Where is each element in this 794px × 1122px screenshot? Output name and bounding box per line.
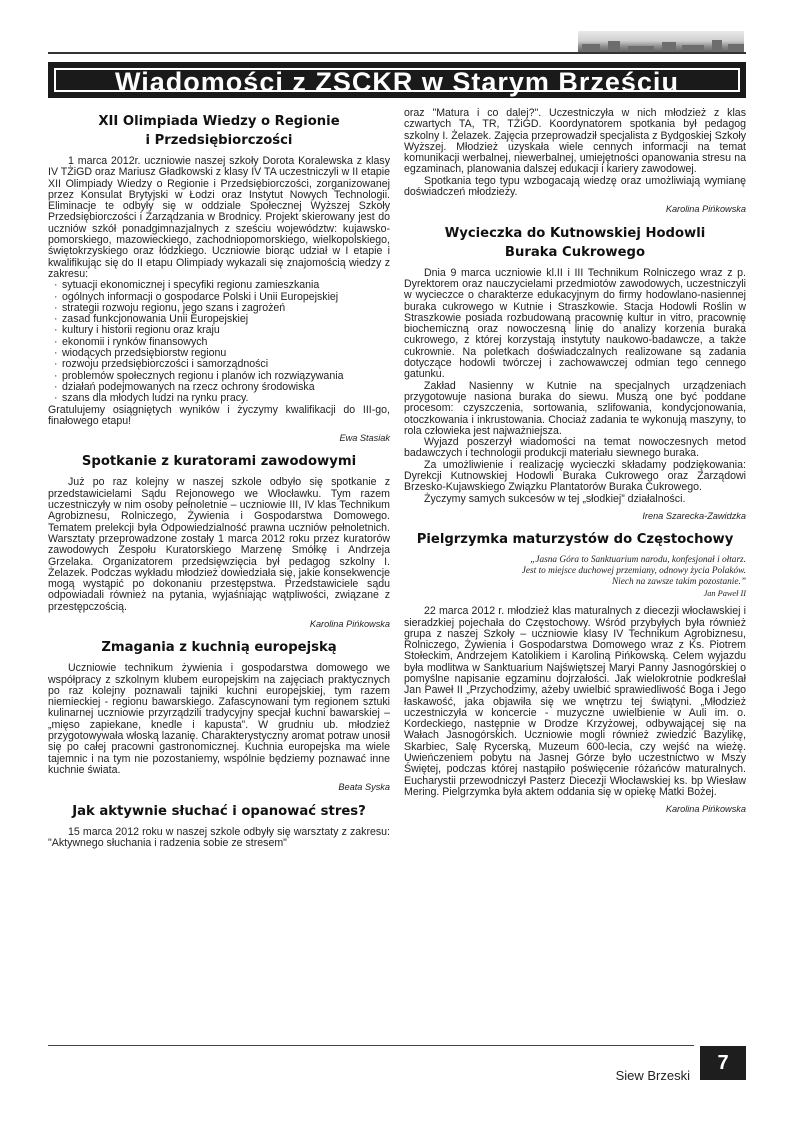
page-number: 7	[700, 1046, 746, 1080]
article-title-olimpiada	[48, 112, 390, 150]
article-paragraph: 22 marca 2012 r. młodzież klas maturalnych z diecezji włocławskiej i sieradzkiej pojechała do Częstochowy. Wśród przybyłych była również grupa z naszej Szkoły – uczniowie klasy IV Technikum Agrobiznesu, Rolniczego, Żywienia i Gospodarstwa Domowego wraz z Ks. Piotrem Stołeckim, Andrzejem Katolikiem i Karoliną Pińkowską. Celem wyjazdu była modlitwa w Sanktuarium Najświętszej Maryi Panny Jasnogórskiej o pomyślne napisanie egzaminu dojrzałości. Jak wielokrotnie podkreślał Jan Paweł II „Przychodzimy, ażeby uwielbić sprawiedliwość Boga i Jego łaskawość, jaka objawiła się we wnętrzu tej świątyni. „Młodzież uczestniczyła w koncercie - muzyczne uwielbienie w Auli im. o. Kordeckiego, następnie w Drodze Krzyżowej, odbywającej się na Wałach Jasnogórskich. Uczniowie mogli również zwiedzić Bazylikę, Skarbiec, Salę Rycerską, Muzeum 600-lecia, czy wejść na wieżę. Uwieńczeniem pobytu na Jasnej Górze było uczestnictwo w Mszy Świętej, podczas której nastąpiło poświęcenie różańców maturalnych. Eucharystii przewodniczył Pasterz Diecezji Włocławskiej ks. bp Wiesław Mering. Pielgrzymka była aktem oddania się w opiekę Matki Bożej.	[404, 605, 746, 798]
list-item: · sytuacji ekonomicznej i specyfiki regionu zamieszkania	[54, 280, 390, 291]
article-paragraph: Spotkania tego typu wzbogacają wiedzę oraz umożliwiają wymianę doświadczeń młodzieży.	[404, 174, 746, 199]
article-paragraph: Zakład Nasienny w Kutnie na specjalnych urządzeniach przygotowuje nasiona buraka do siewu. Muszą one być poddane procesom: czyszczenia, sortowania, szlifowania, kondycjonowania, otoczkowania i inkrustowania. Chociaż zadania te wykonują maszyny, to rola człowieka jest najważniejsza.	[404, 379, 746, 437]
article-paragraph: 15 marca 2012 roku w naszej szkole odbyły się warsztaty z zakresu: "Aktywnego słuchania i radzenia sobie ze stresem"	[48, 825, 390, 849]
article-paragraph: Gratulujemy osiągniętych wyników i życzymy kwalifikacji do III-go, finałowego etapu!	[48, 403, 390, 427]
knowledge-list	[48, 280, 390, 404]
quote-line: „Jasna Góra to Sanktuarium narodu, konfesjonał i ołtarz.	[530, 555, 746, 566]
publication-name: Siew Brzeski	[615, 1068, 690, 1083]
epigraph-quote	[404, 555, 746, 600]
page-title: Wiadomości z ZSCKR w Starym Brześciu	[115, 67, 679, 97]
list-item: · zasad funkcjonowania Unii Europejskiej	[54, 314, 390, 325]
header-photo-strip	[578, 31, 744, 53]
title-line: XII Olimpiada Wiedzy o Regionie	[98, 114, 340, 129]
quote-line: Niech na zawsze takim pozostanie.”	[611, 577, 746, 588]
article-signature: Karolina Pińkowska	[665, 204, 746, 215]
list-item: · strategii rozwoju regionu, jego szans i zagrożeń	[54, 303, 390, 314]
right-column	[404, 108, 746, 824]
title-line: i Przedsiębiorczości	[145, 133, 293, 148]
article-paragraph: Uczniowie technikum żywienia i gospodarstwa domowego we współpracy z szkolnym klubem europejskim na zajęciach praktycznych po raz kolejny poznawali tajniki kuchni europejskiej, tym razem niemieckiej - regionu bawarskiego. Zafascynowani tym regionem sztuki kulinarnej uczniowie przyrządzili tradycyjny specjał kuchni bawarskiej – „mięso zapiekane, knedle i kapusta”. W grudniu ub. młodzież przygotowywała włoską lazanię. Charakterystyczny aromat potraw unosił się po całej pracowni gastronomicznej. Kuchnia europejska ma wiele tajemnic i na tym nie pozostaniemy, wspólnie będziemy poznawać inne kuchnie świata.	[48, 662, 390, 776]
article-signature: Irena Szarecka-Zawidzka	[642, 510, 746, 521]
quote-line: Jest to miejsce duchowej przemiany, odnowy życia Polaków.	[521, 566, 746, 577]
article-paragraph: Życzymy samych sukcesów w tej „słodkiej” działalności.	[424, 492, 686, 505]
title-line: Buraka Cukrowego	[504, 244, 646, 260]
article-signature: Ewa Stasiak	[339, 433, 390, 444]
left-column	[48, 108, 390, 849]
article-title-kuratorzy: Spotkanie z kuratorami zawodowymi	[81, 454, 357, 470]
section-banner	[48, 62, 746, 98]
article-paragraph: Dnia 9 marca uczniowie kl.II i III Technikum Rolniczego wraz z p. Dyrektorem oraz nauczycielami przedmiotów zawodowych, uczestniczyli w wycieczce o charakterze edukacyjnym do firmy hodowlano-nasiennej buraka cukrowego w Kutnie i Straszkowie. Stacja Hodowli Roślin w Straszkowie posiada rozbudowaną pracownię kultur in vitro, pracownię biochemiczną oraz nowoczesną linię do analizy korzenia buraka cukrowego, z której korzystają instytuty naukowo-badawcze, a także cukrownie. Na poletkach doświadczalnych realizowane są zadania dotyczące hodowli twórczej i zachowawczej odmian tego cennego gatunku.	[404, 266, 746, 381]
list-item: · problemów społecznych regionu i planów ich rozwiązywania	[54, 371, 390, 382]
article-signature: Karolina Pińkowska	[309, 618, 390, 629]
list-item: · ekonomii i rynków finansowych	[54, 337, 390, 348]
article-paragraph: 1 marca 2012r. uczniowie naszej szkoły Dorota Koralewska z klasy IV TŻiGD oraz Mariusz Gładkowski z klasy IV TA uczestniczyli w II etapie XII Olimpiady Wiedzy o Regionie i Przedsiębiorczości, zorganizowanej przez Konsulat Brytyjski w Łodzi oraz Instytut Nowych Technologii. Eliminacje te odbyły się w oddziale Społecznej Wyższej Szkoły Przedsiębiorczości i Zarządzania w Brodnicy. Projekt skierowany jest do uczniów szkół ponadgimnazjalnych z sześciu województw: kujawsko-pomorskiego, mazowieckiego, zachodniopomorskiego, wielkopolskiego, świętokrzyskiego oraz łódzkiego. Uczniowie biorąc udział w I etapie i kwalifikując się do II etapu Olimpiady wykazali się znajomością wiedzy z zakresu:	[48, 155, 390, 280]
footer-rule	[48, 1045, 694, 1046]
list-item: · rozwoju przedsiębiorczości i samorządności	[54, 359, 390, 370]
list-item: · wiodących przedsiębiorstw regionu	[54, 348, 390, 359]
article-paragraph: Za umożliwienie i realizację wycieczki składamy podziękowania: Dyrekcji Kutnowskiej Hodowli Buraka Cukrowego oraz Zarządowi Brzesko-Kujawskiego Związku Plantatorów Buraka Cukrowego.	[404, 458, 746, 494]
article-signature: Karolina Pińkowska	[665, 804, 746, 815]
article-signature: Beata Syska	[338, 782, 390, 793]
quote-author: Jan Paweł II	[703, 589, 746, 599]
list-item: · kultury i historii regionu oraz kraju	[54, 325, 390, 336]
article-title-pielgrzymka: Pielgrzymka maturzystów do Częstochowy	[416, 532, 734, 548]
article-paragraph: oraz "Matura i co dalej?". Uczestniczyła w nich młodzież z klas czwartych TA, TR, TŻiGD. Koordynatorem spotkania był pedagog szkolny I. Żelazek. Zajęcia przeprowadził specjalista z Bydgoskiej Szkoły Wyższej. Młodzież uzyskała wiele cennych informacji na temat komunikacji werbalnej, niewerbalnej, umiejętności opanowania stresu na egzaminach, planowania dalszej edukacji i kariery zawodowej.	[404, 107, 746, 176]
article-title-kuchnia: Zmagania z kuchnią europejską	[101, 640, 337, 656]
article-title-wycieczka	[404, 224, 746, 262]
title-line: Wycieczka do Kutnowskiej Hodowli	[444, 225, 706, 241]
article-title-stres: Jak aktywnie słuchać i opanować stres?	[72, 803, 366, 819]
list-item: · szans dla młodych ludzi na rynku pracy.	[54, 393, 390, 404]
list-item: · ogólnych informacji o gospodarce Polski i Unii Europejskiej	[54, 292, 390, 303]
article-paragraph: Już po raz kolejny w naszej szkole odbyło się spotkanie z przedstawicielami Sądu Rejonowego we Włocławku. Tym razem uczestniczyły w nim osoby pełnoletnie – uczniowie III, IV klas Technikum Agrobiznesu, Rolniczego, Żywienia i Gospodarstwa Domowego. Tematem prelekcji była Odpowiedzialność prawna uczniów pełnoletnich. Warsztaty przeprowadzone zostały 1 marca 2012 roku przez kuratorów zawodowych Zespołu Kuratorskiego Marzenę Smółkę i Andrzeja Grzelaka. Organizatorem przedsięwzięcia był pedagog szkolny I. Żelazek. Podczas wykładu młodzież dowiedziała się, jakie konsekwencje mogą wystąpić po dokonaniu przestępstwa. Przedstawiciele sądu odpowiadali również na pytania, wyjaśniając wątpliwości, związane z przestępczością.	[48, 476, 390, 613]
header-rule	[48, 52, 746, 54]
article-paragraph: Wyjazd poszerzył wiadomości na temat nowoczesnych metod badawczych i technologii produkcji materiału siewnego buraka.	[404, 436, 746, 460]
list-item: · działań podejmowanych na rzecz ochrony środowiska	[54, 382, 390, 393]
